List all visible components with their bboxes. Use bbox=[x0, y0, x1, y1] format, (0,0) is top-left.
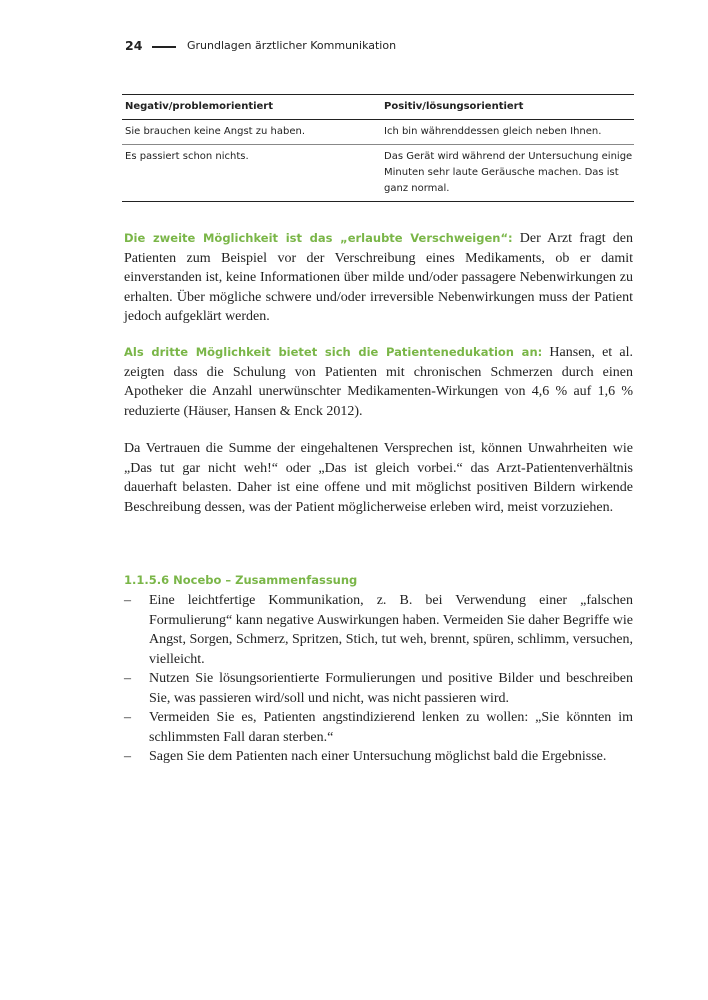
column-header-negative: Negativ/problemorientiert bbox=[125, 101, 274, 112]
page-number: 24 bbox=[125, 38, 143, 53]
list-item-text: Sagen Sie dem Patienten nach einer Untersuchung möglichst bald die Ergebnisse. bbox=[149, 749, 607, 764]
list-item-text: Nutzen Sie lösungsorientierte Formulierungen und positive Bilder und beschreiben Sie, was passieren wird/soll und nicht, was nicht passieren wird. bbox=[149, 671, 633, 706]
table-cell: Sie brauchen keine Angst zu haben. bbox=[125, 126, 306, 137]
table-cell: Es passiert schon nichts. bbox=[125, 151, 249, 162]
header-rule bbox=[152, 46, 176, 48]
paragraph-lead: Als dritte Möglichkeit bietet sich die Patientenedukation an: bbox=[124, 345, 543, 359]
table-cell: Das Gerät wird während der Untersuchung einige Minuten sehr laute Geräusche machen. Das ist ganz normal. bbox=[384, 151, 633, 194]
section-heading: 1.1.5.6 Nocebo – Zusammenfassung bbox=[124, 573, 358, 587]
bullet-dash: – bbox=[124, 671, 131, 686]
paragraph-lead: Die zweite Möglichkeit ist das „erlaubte Verschweigen“: bbox=[124, 231, 513, 245]
table-cell: Ich bin währenddessen gleich neben Ihnen. bbox=[384, 126, 602, 137]
page-header bbox=[125, 38, 645, 58]
paragraph-second-option bbox=[124, 229, 633, 327]
list-item bbox=[124, 669, 633, 708]
bullet-dash: – bbox=[124, 710, 131, 725]
list-item bbox=[124, 747, 633, 767]
list-item-text: Eine leichtfertige Kommunikation, z. B. bei Verwendung einer „falschen Formulierung“ kann negative Auswirkungen haben. Vermeiden Sie daher Begriffe wie Angst, Sorgen, Schmerz, Spritzen, Stich, tut weh, brennt, spüren, schlimm, versuchen, vielleicht. bbox=[149, 593, 633, 667]
comparison-table bbox=[122, 94, 634, 202]
list-item bbox=[124, 708, 633, 747]
bullet-dash: – bbox=[124, 593, 131, 608]
paragraph-text: Hansen, et al. zeigten dass die Schulung von Patienten mit chronischen Schmerzen durch einen Apotheker die Anzahl unerwünschter Medikamenten-Wirkungen von 4,6 % auf 1,6 % reduzierte (Häuser, Hansen & Enck 2012). bbox=[124, 345, 633, 419]
running-title: Grundlagen ärztlicher Kommunikation bbox=[187, 39, 397, 52]
bullet-dash: – bbox=[124, 749, 131, 764]
paragraph-text: Der Arzt fragt den Patienten zum Beispiel vor der Verschreibung eines Medikaments, ob er damit einverstanden ist, keine Informationen über milde und/oder passagere Nebenwirkungen zu erhalten. Über mögliche schwere und/oder irreversible Nebenwirkungen muss der Patient jedoch aufgeklärt werden. bbox=[124, 231, 634, 324]
paragraph-third-option bbox=[124, 343, 633, 421]
table-row bbox=[122, 120, 634, 145]
table-row bbox=[122, 145, 634, 201]
paragraph-trust bbox=[124, 439, 633, 517]
table-header-row bbox=[122, 95, 634, 120]
paragraph-text: Da Vertrauen die Summe der eingehaltenen Versprechen ist, können Unwahrheiten wie „Das tut gar nicht weh!“ oder „Das ist gleich vorbei.“ das Arzt-Patientenverhältnis dauerhaft belasten. Daher ist eine offene und mit möglichst positiven Bildern wirkende Beschreibung dessen, was der Patient möglicherweise erleben wird, meist vorzuziehen. bbox=[124, 441, 633, 515]
summary-list bbox=[124, 591, 633, 767]
list-item bbox=[124, 591, 633, 669]
column-header-positive: Positiv/lösungsorientiert bbox=[384, 101, 524, 112]
list-item-text: Vermeiden Sie es, Patienten angstindizierend lenken zu wollen: „Sie könnten im schlimmsten Fall daran sterben.“ bbox=[149, 710, 633, 745]
